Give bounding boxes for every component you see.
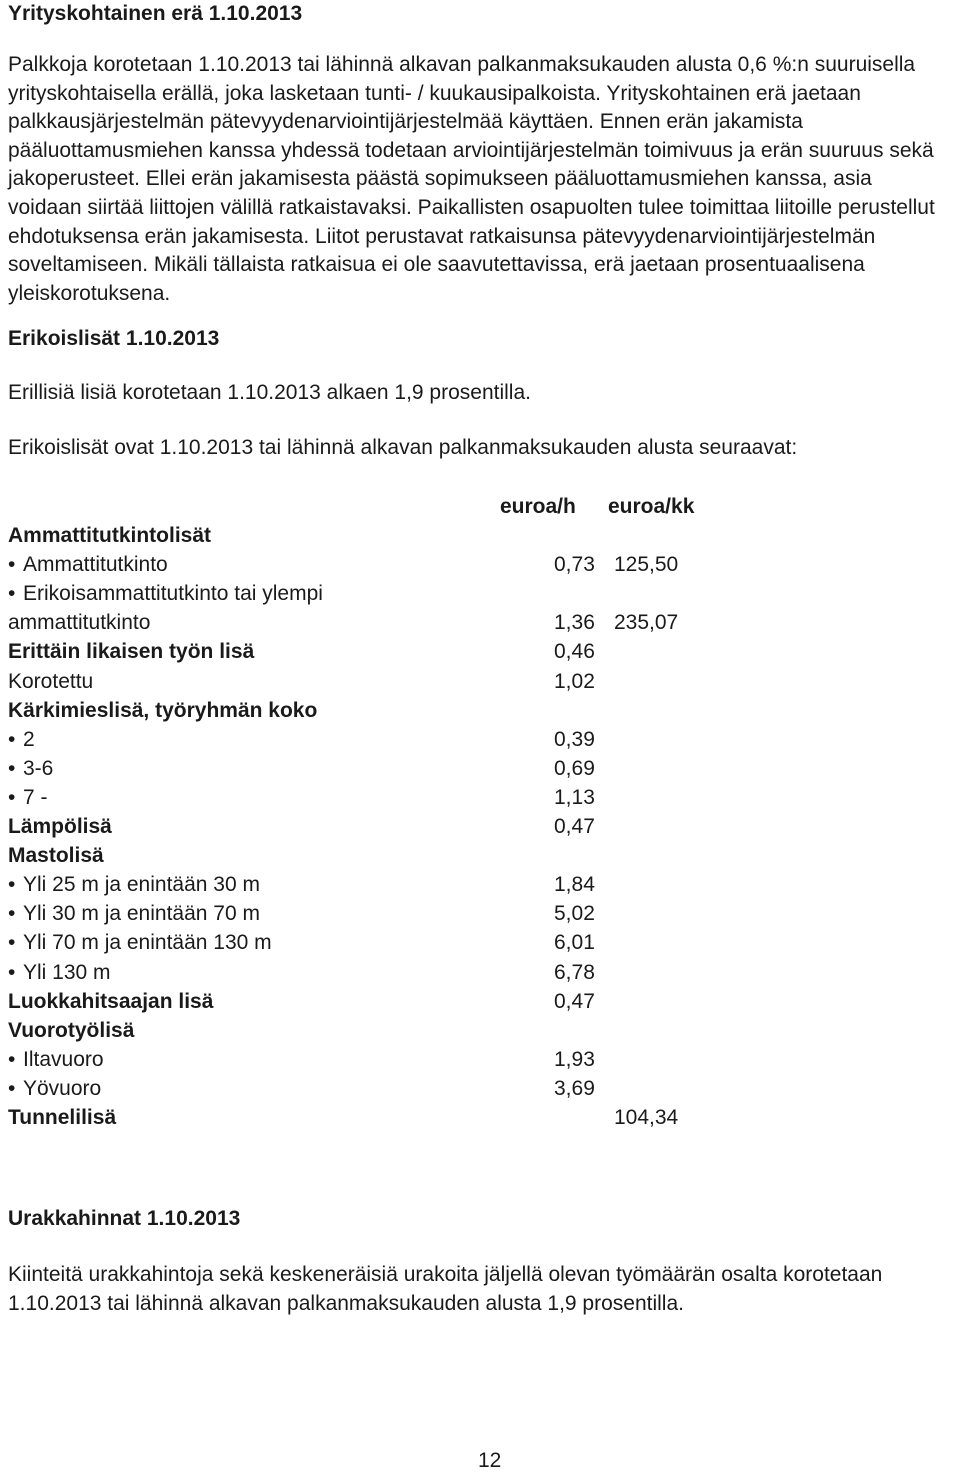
value-per-hour: 1,36 [554,611,595,635]
table-row [8,870,728,899]
section-heading-special-allowances: Erikoislisät 1.10.2013 [8,327,220,350]
row-label-text: Erikoisammattitutkinto tai ylempi [23,582,323,606]
value-per-hour: 3,69 [554,1076,595,1100]
bullet-icon: • [8,1047,16,1071]
table-row [8,579,728,608]
bullet-icon: • [8,873,16,897]
table-row [8,899,728,928]
table-body [8,521,728,1132]
row-label-text: Korotettu [8,669,94,693]
row-label-text: Yli 25 m ja enintään 30 m [23,873,260,897]
table-row [8,812,728,841]
row-label-text: Mastolisä [8,844,104,868]
row-label [8,958,111,987]
row-label [8,783,48,812]
value-per-hour: 0,73 [554,553,595,577]
value-per-hour: 6,01 [554,931,595,955]
row-label-text: Erittäin likaisen työn lisä [8,640,255,664]
value-per-hour: 0,47 [554,989,595,1013]
value-per-hour: 6,78 [554,960,595,984]
section-heading-piece-rates: Urakkahinnat 1.10.2013 [8,1207,241,1230]
value-per-month: 104,34 [614,1105,679,1129]
row-label-text: Kärkimieslisä, työryhmän koko [8,698,318,722]
row-label-text: Yli 30 m ja enintään 70 m [23,902,260,926]
row-label [8,608,150,637]
row-label [8,579,323,608]
bullet-icon: • [8,553,16,577]
table-row [8,667,728,696]
value-per-month: 125,50 [614,553,679,577]
bullet-icon: • [8,931,16,955]
bullet-icon: • [8,756,16,780]
row-label-text: 7 - [23,785,48,809]
value-per-hour: 1,13 [554,785,595,809]
bullet-icon: • [8,902,16,926]
value-per-hour: 1,93 [554,1047,595,1071]
table-row [8,521,728,550]
special-allowances-paragraph-2: Erikoislisät ovat 1.10.2013 tai lähinnä alkavan palkanmaksukauden alusta seuraavat: [8,436,798,459]
table-row [8,608,728,637]
row-label [8,550,168,579]
row-label [8,987,213,1016]
row-label-text: Tunnelilisä [8,1105,117,1129]
table-row [8,754,728,783]
row-label-text: 3-6 [23,756,54,780]
bullet-icon: • [8,727,16,751]
row-label [8,899,260,928]
row-label-text: Yövuoro [23,1076,102,1100]
table-row [8,637,728,666]
value-per-hour: 1,84 [554,873,595,897]
special-allowances-paragraph-1: Erillisiä lisiä korotetaan 1.10.2013 alkaen 1,9 prosentilla. [8,381,531,404]
table-row [8,928,728,957]
bullet-icon: • [8,1076,16,1100]
row-label [8,812,112,841]
table-row [8,987,728,1016]
row-label-text: Yli 70 m ja enintään 130 m [23,931,272,955]
row-label [8,1074,101,1103]
row-label-text: 2 [23,727,35,751]
row-label [8,841,104,870]
table-row [8,696,728,725]
table-row [8,958,728,987]
row-label [8,1016,134,1045]
row-label [8,696,317,725]
value-per-hour: 0,69 [554,756,595,780]
table-header-row [8,492,728,521]
row-label [8,754,53,783]
bullet-icon: • [8,960,16,984]
row-label [8,1045,104,1074]
value-per-hour: 0,39 [554,727,595,751]
table-row [8,550,728,579]
table-row [8,783,728,812]
row-label [8,1103,116,1132]
column-header-per-hour: euroa/h [500,495,576,518]
row-label [8,928,272,957]
value-per-hour: 5,02 [554,902,595,926]
row-label [8,870,260,899]
row-label [8,637,254,666]
bullet-icon: • [8,582,16,606]
value-per-hour: 0,46 [554,640,595,664]
table-row [8,1074,728,1103]
row-label-text: Vuorotyölisä [8,1018,135,1042]
allowances-table [8,492,728,1132]
row-label-text: Iltavuoro [23,1047,104,1071]
table-row [8,1103,728,1132]
row-label-text: Yli 130 m [23,960,111,984]
table-row [8,841,728,870]
row-label-text: Luokkahitsaajan lisä [8,989,214,1013]
bullet-icon: • [8,785,16,809]
value-per-hour: 0,47 [554,815,595,839]
page-number: 12 [478,1449,502,1472]
table-row [8,1045,728,1074]
row-label [8,667,93,696]
section-heading-company-batch: Yrityskohtainen erä 1.10.2013 [8,2,303,25]
row-label-text: Lämpölisä [8,815,112,839]
section-body-company-batch: Palkkoja korotetaan 1.10.2013 tai lähinnä alkavan palkanmaksukauden alusta 0,6 %:n suuruisella yrityskohtaisella erällä, joka lasketaan tunti- / kuukausipalkoista. Yrityskohtainen erä jaetaan palkkausjärjestelmän pätevyydenarviointijärjestelmää käyttäen. Ennen erän jakamista pääluottamusmiehen kanssa yhdessä todetaan arviointijärjestelmän toimivuus ja erän suuruus sekä jakoperusteet. Ellei erän jakamisesta päästä sopimukseen pääluottamusmiehen kanssa, asia voidaan siirtää liittojen välillä ratkaistavaksi. Paikallisten osapuolten tulee toimittaa liitoille perustellut ehdotuksensa erän jakamisesta. Liitot perustavat ratkaisunsa pätevyydenarviointijärjestelmän soveltamiseen. Mikäli tällaista ratkaisua ei ole saavutettavissa, erä jaetaan prosentuaalisena yleiskorotuksena. [8,53,935,305]
row-label [8,521,211,550]
row-label-text: Ammattitutkinto [23,553,168,577]
row-label-text: ammattitutkinto [8,611,151,635]
column-header-per-month: euroa/kk [608,495,695,518]
row-label [8,725,35,754]
table-row [8,1016,728,1045]
table-row [8,725,728,754]
section-body-piece-rates: Kiinteitä urakkahintoja sekä keskeneräisiä urakoita jäljellä olevan työmäärän osalta korotetaan 1.10.2013 tai lähinnä alkavan palkanmaksukauden alusta 1,9 prosentilla. [8,1263,883,1315]
value-per-month: 235,07 [614,611,679,635]
value-per-hour: 1,02 [554,669,595,693]
row-label-text: Ammattitutkintolisät [8,524,212,548]
